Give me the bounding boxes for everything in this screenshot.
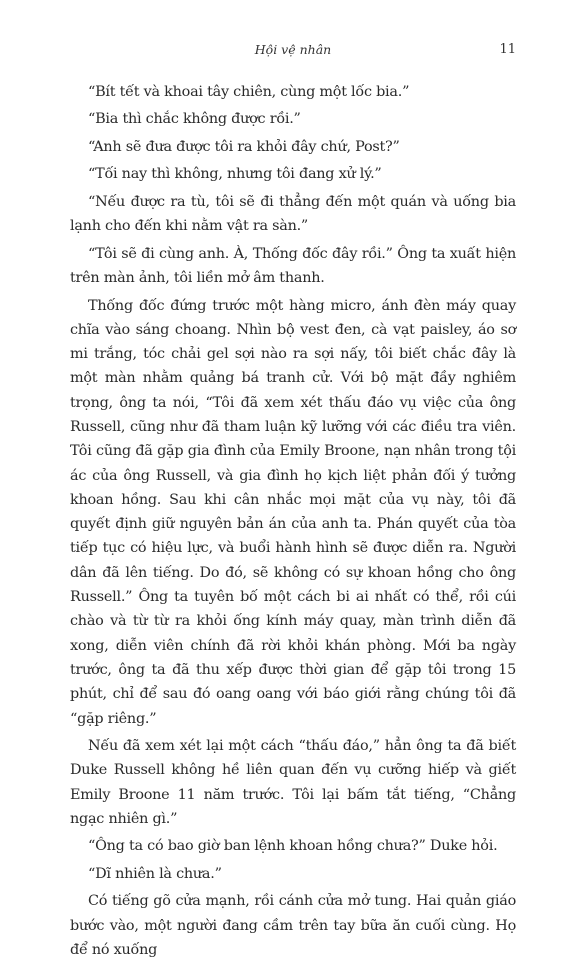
paragraph: “Tôi sẽ đi cùng anh. À, Thống đốc đây rồi.” Ông ta xuất hiện trên màn ảnh, tôi liền mở âm thanh.	[70, 245, 516, 287]
body-text	[70, 80, 516, 965]
paragraph: “Bia thì chắc không được rồi.”	[88, 111, 301, 128]
paragraph: “Anh sẽ đưa được tôi ra khỏi đây chứ, Post?”	[88, 138, 400, 155]
paragraph: Thống đốc đứng trước một hàng micro, ánh đèn máy quay chĩa vào sáng choang. Nhìn bộ vest đen, cà vạt paisley, áo sơ mi trắng, tóc chải gel sợi nào ra sợi nấy, tôi biết chắc đây là một màn nhằm quảng bá tranh cử. Với bộ mặt đầy nghiêm trọng, ông ta nói, “Tôi đã xem xét thấu đáo vụ việc của ông Russell, cũng như đã tham luận kỹ lưỡng với các điều tra viên. Tôi cũng đã gặp gia đình của Emily Broone, nạn nhân trong tội ác của ông Russell, và gia đình họ kịch liệt phản đối ý tưởng khoan hồng. Sau khi cân nhắc mọi mặt của vụ này, tôi đã quyết định giữ nguyên bản án của anh ta. Phán quyết của tòa tiếp tục có hiệu lực, và buổi hành hình sẽ được diễn ra. Người dân đã lên tiếng. Do đó, sẽ không có sự khoan hồng cho ông Russell.” Ông ta tuyên bố một cách bi ai nhất có thể, rồi cúi chào và từ từ ra khỏi ống kính máy quay, màn trình diễn đã xong, diễn viên chính đã rời khỏi khán phòng. Mới ba ngày trước, ông ta đã thu xếp được thời gian để gặp tôi trong 15 phút, chỉ để sau đó oang oang với báo giới rằng chúng tôi đã “gặp riêng.”	[70, 297, 516, 727]
paragraph: “Ông ta có bao giờ ban lệnh khoan hồng chưa?” Duke hỏi.	[88, 838, 498, 855]
page-header	[0, 40, 586, 60]
paragraph: Có tiếng gõ cửa mạnh, rồi cánh cửa mở tung. Hai quản giáo bước vào, một người đang cầm trên tay bữa ăn cuối cùng. Họ để nó xuống	[70, 893, 516, 958]
paragraph: “Tối nay thì không, nhưng tôi đang xử lý.”	[88, 166, 382, 183]
paragraph: “Bít tết và khoai tây chiên, cùng một lốc bia.”	[88, 84, 410, 100]
paragraph: “Nếu được ra tù, tôi sẽ đi thẳng đến một quán và uống bia lạnh cho đến khi nằm vật ra sàn.”	[70, 193, 516, 235]
running-title: Hội vệ nhân	[254, 42, 332, 57]
page-number: 11	[499, 42, 516, 57]
paragraph: “Dĩ nhiên là chưa.”	[88, 865, 222, 882]
paragraph: Nếu đã xem xét lại một cách “thấu đáo,” hẳn ông ta đã biết Duke Russell không hề liên quan đến vụ cưỡng hiếp và giết Emily Broone 11 năm trước. Tôi lại bấm tắt tiếng, “Chẳng ngạc nhiên gì.”	[70, 738, 516, 827]
